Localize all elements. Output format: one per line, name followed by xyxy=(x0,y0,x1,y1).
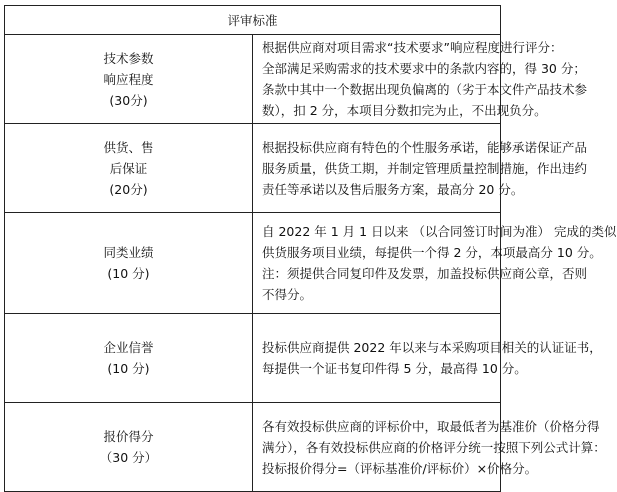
table-header-row xyxy=(5,6,501,35)
criterion-score: （30 分） xyxy=(99,450,158,465)
criterion-description-cell xyxy=(253,35,588,124)
criterion-score: (10 分) xyxy=(107,266,150,281)
table-row xyxy=(5,314,501,403)
criterion-name-cell xyxy=(5,124,253,213)
table-row xyxy=(5,213,501,314)
criterion-name-line: 企业信誉 xyxy=(103,340,154,355)
criterion-description-line: 根据投标供应商有特色的个性服务承诺，能够承诺保证产品 xyxy=(262,139,588,155)
table-row xyxy=(5,124,501,213)
criterion-description-line: 各有效投标供应商的评标价中，取最低者为基准价（价格分得 xyxy=(262,418,600,434)
table-row xyxy=(5,403,501,492)
criterion-description-cell xyxy=(253,124,588,213)
criterion-name-line: 报价得分 xyxy=(103,429,154,444)
criterion-name-line: 技术参数 xyxy=(103,50,154,66)
criterion-name-line: 同类业绩 xyxy=(103,245,154,260)
criterion-score: (20分) xyxy=(109,181,148,197)
criterion-description-line: 每提供一个证书复印件得 5 分，最高得 10 分。 xyxy=(262,361,527,376)
criterion-description-line: 不得分。 xyxy=(262,287,313,302)
criterion-score: (30分) xyxy=(109,92,148,108)
criterion-description-line: 服务质量，供货工期，并制定管理质量控制措施，作出违约 xyxy=(262,160,588,176)
criterion-description-cell xyxy=(253,403,606,492)
criterion-name-cell xyxy=(5,35,253,124)
table-header: 评审标准 xyxy=(5,6,501,35)
criterion-description-line: 责任等承诺以及售后服务方案，最高分 20 分。 xyxy=(262,181,524,197)
criterion-description-line: 供货服务项目业绩，每提供一个得 2 分，本项最高分 10 分。 xyxy=(262,245,602,260)
criterion-description-line: 满分），各有效投标供应商的价格评分统一按照下列公式计算： xyxy=(262,439,606,455)
criterion-name-cell xyxy=(5,314,253,403)
table-row xyxy=(5,35,501,124)
criterion-name-cell xyxy=(5,213,253,314)
criterion-description-line: 条款中其中一个数据出现负偏离的（劣于本文件产品技术参 xyxy=(262,82,588,97)
criterion-name-line: 响应程度 xyxy=(103,71,154,87)
criterion-name-line: 供货、售 xyxy=(103,139,154,155)
criterion-name-cell xyxy=(5,403,253,492)
criterion-score: (10 分) xyxy=(107,361,150,376)
criterion-description-cell xyxy=(253,314,602,403)
criterion-name-line: 后保证 xyxy=(109,160,148,176)
criterion-description-line: 全部满足采购需求的技术要求中的条款内容的，得 30 分； xyxy=(262,61,586,76)
evaluation-criteria-table xyxy=(4,5,617,492)
criterion-description-line: 数），扣 2 分，本项目分数扣完为止，不出现负分。 xyxy=(262,103,547,118)
criterion-description-line: 投标报价得分=（评标基准价/评标价）×价格分。 xyxy=(262,460,538,476)
criterion-description-line: 注：须提供合同复印件及发票，加盖投标供应商公章，否则 xyxy=(262,266,588,281)
criterion-description-cell xyxy=(253,213,617,314)
criterion-description-line: 投标供应商提供 2022 年以来与本采购项目相关的认证证书， xyxy=(262,340,602,355)
criterion-description-line: 自 2022 年 1 月 1 日以来 （以合同签订时间为准） 完成的类似 xyxy=(262,224,617,239)
criterion-description-line: 根据供应商对项目需求“技术要求”响应程度进行评分： xyxy=(262,40,563,55)
